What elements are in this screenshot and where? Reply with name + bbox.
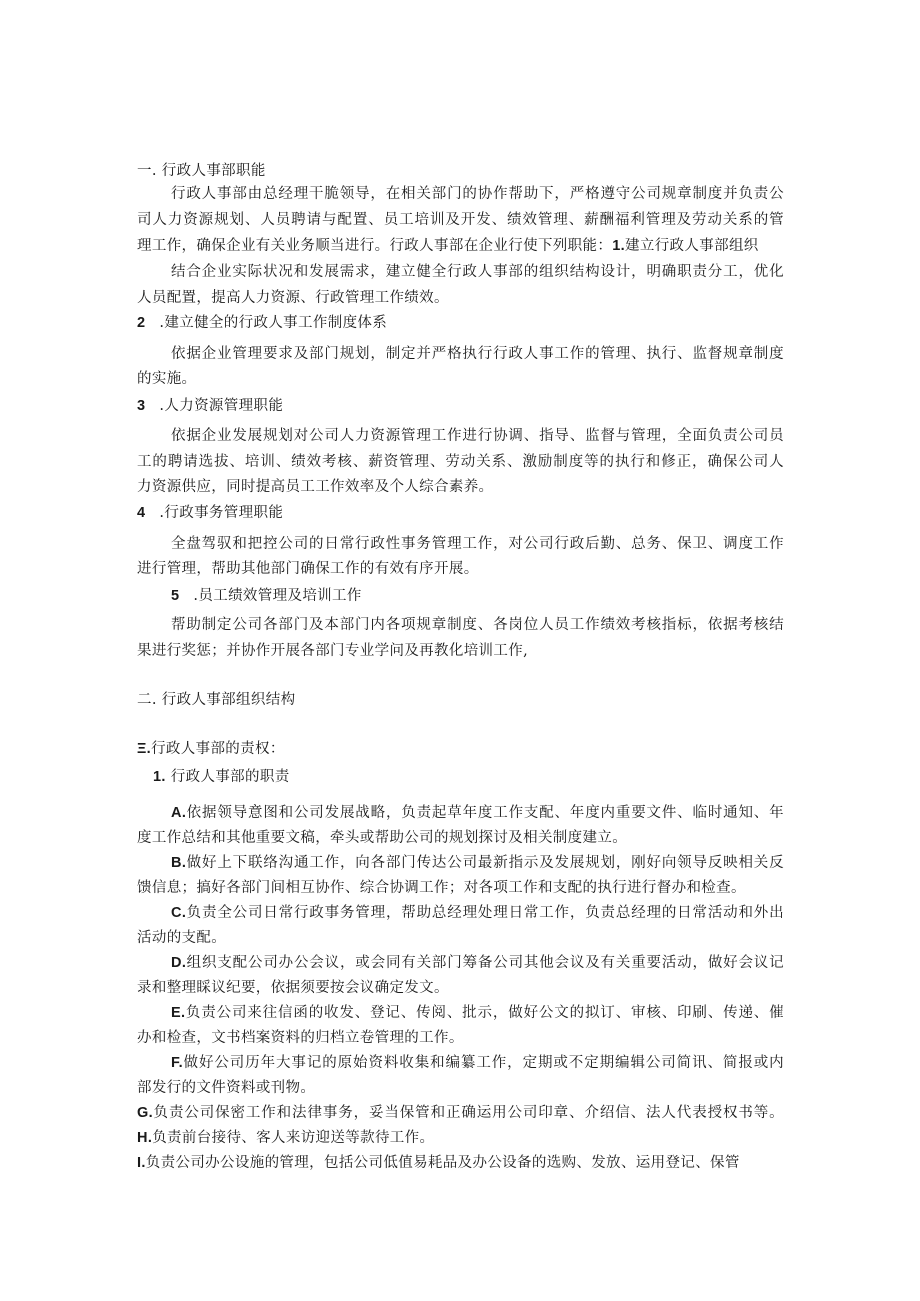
duty-line: 负责公司来往信函的收发、登记、传阅、批示，做好公文的拟订、审核、印刷、传递、催 [185,1005,784,1021]
duty-line: 负责公司保密工作和法律事务，妥当保管和正确运用公司印章、介绍信、法人代表授权书等。 [153,1105,784,1121]
duty-letter: B. [171,855,187,871]
duty-item-a [171,803,784,823]
item2-body-line: 的实施。 [137,371,197,387]
item4-title: .行政事务管理职能 [159,505,284,521]
duty-line: 负责全公司日常行政事务管理，帮助总经理处理日常工作，负责总经理的日常活动和外出 [186,905,784,921]
duty-line: 部发行的文件资料或刊物。 [137,1080,316,1096]
duty-line: 负责公司办公设施的管理，包括公司低值易耗品及办公设备的选购、发放、运用登记、保管 [145,1155,740,1171]
item4-body-line: 进行管理，帮助其他部门确保工作的有效有序开展。 [137,561,479,577]
item2-number: 2 [137,315,146,331]
duty-item-g [137,1103,784,1123]
duty-line: 组织支配公司办公会议，或会同有关部门筹备公司其他会议及有关重要活动，做好会议记 [186,955,784,971]
intro-line: 理工作，确保企业有关业务顺当进行。行政人事部在企业行使下列职能： [137,238,613,254]
duty-letter: F. [171,1055,183,1071]
duty-letter: D. [171,955,187,971]
duty-item-b [171,853,784,873]
item1-title: 建立行政人事部组织 [625,238,759,254]
section3-heading [137,739,285,759]
duty-letter: I. [137,1155,146,1171]
item5-number: 5 [171,588,180,604]
duty-line: 办和检查，文书档案资料的归档立卷管理的工作。 [137,1030,464,1046]
section3-heading-number: Ξ. [137,741,152,757]
item5-heading [171,586,362,606]
item4-number: 4 [137,505,146,521]
duty-item-c [171,903,784,923]
section2-heading: 二. 行政人事部组织结构 [137,692,296,708]
duty-line: 馈信息；搞好各部门间相互协作、综合协调工作；对各项工作和支配的执行进行督办和检查。 [137,880,746,896]
item4-heading [137,503,283,523]
duty-letter: C. [171,905,187,921]
item3-title: .人力资源管理职能 [159,398,284,414]
item1-body-line: 结合企业实际状况和发展需求，建立健全行政人事部的组织结构设计，明确职责分工，优化 [171,264,784,280]
item5-body-line: 果进行奖惩；并协作开展各部门专业学问及再教化培训工作, [137,643,529,659]
item3-body-line: 力资源供应，同时提高员工工作效率及个人综合素养。 [137,479,494,495]
duty-letter: G. [137,1105,154,1121]
item2-heading [137,313,387,333]
section3-subheading [153,767,290,787]
item3-body-line: 依据企业发展规划对公司人力资源管理工作进行协调、指导、监督与管理，全面负责公司员 [171,428,784,444]
duty-item-f [171,1053,784,1073]
duty-letter: H. [137,1130,153,1146]
item1-number: 1. [612,238,625,254]
intro-line: 司人力资源规划、人员聘请与配置、员工培训及开发、绩效管理、薪酬福利管理及劳动关系的管 [137,212,784,228]
duty-letter: E. [171,1005,186,1021]
duty-item-i [137,1153,740,1173]
duty-letter: A. [171,805,187,821]
section3-heading-text: 行政人事部的责权： [151,741,285,757]
duty-line: 做好上下联络沟通工作，向各部门传达公司最新指示及发展规划，刚好向领导反映相关反 [186,855,784,871]
section1-heading: 一. 行政人事部职能 [137,163,266,179]
item1-body-line: 人员配置，提高人力资源、行政管理工作绩效。 [137,290,449,306]
item3-heading [137,396,283,416]
intro-line-with-item1 [137,236,759,256]
duty-line: 录和整理睬议纪要，依据须要按会议确定发文。 [137,980,449,996]
item2-body-line: 依据企业管理要求及部门规划，制定并严格执行行政人事工作的管理、执行、监督规章制度 [171,346,784,362]
item5-body-line: 帮助制定公司各部门及本部门内各项规章制度、各岗位人员工作绩效考核指标，依据考核结 [171,617,784,633]
item4-body-line: 全盘驾驭和把控公司的日常行政性事务管理工作，对公司行政后勤、总务、保卫、调度工作 [171,536,784,552]
subheading-number: 1. [153,769,166,785]
subheading-title: 行政人事部的职责 [170,769,290,785]
intro-line: 行政人事部由总经理干脆领导，在相关部门的协作帮助下，严格遵守公司规章制度并负责公 [171,186,784,202]
item5-title: .员工绩效管理及培训工作 [193,588,362,604]
item3-number: 3 [137,398,146,414]
item2-title: .建立健全的行政人事工作制度体系 [159,315,388,331]
duty-line: 依据领导意图和公司发展战略，负责起草年度工作支配、年度内重要文件、临时通知、年 [186,805,784,821]
item3-body-line: 工的聘请选拔、培训、绩效考核、薪资管理、劳动关系、激励制度等的执行和修正，确保公司人 [137,454,784,470]
duty-line: 负责前台接待、客人来访迎送等款待工作。 [152,1130,435,1146]
duty-item-d [171,953,784,973]
duty-item-h [137,1128,434,1148]
duty-line: 活动的支配。 [137,930,227,946]
duty-line: 度工作总结和其他重要文稿，牵头或帮助公司的规划探讨及相关制度建立。 [137,830,628,846]
duty-item-e [171,1003,784,1023]
duty-line: 做好公司历年大事记的原始资料收集和编纂工作，定期或不定期编辑公司简讯、简报或内 [182,1055,784,1071]
